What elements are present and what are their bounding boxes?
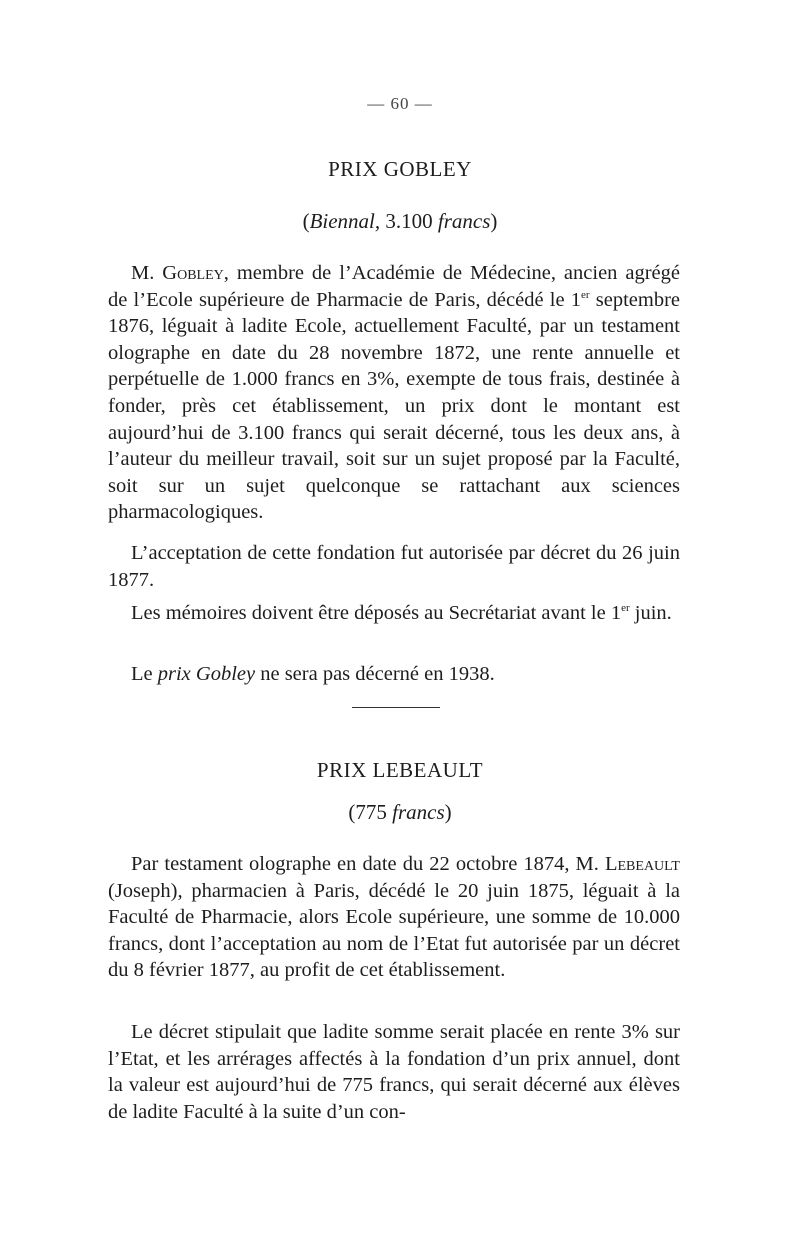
text-run: septembre 1876, léguait à ladite Ecole, actuellement Faculté, par un testament olographe en date du 28 novembre 1872, une rente annuelle et perpétuelle de 1.000 francs en 3%, exempte de tous frais, destinée à fonder, près cet établissement, un prix dont le montant est aujourd’hui de 3.100 francs qui serait décerné, tous les deux ans, à l’auteur du meilleur travail, soit sur un sujet proposé par la Faculté, soit sur un sujet quelconque se rattachant aux sciences pharmacologiques. [108,288,681,524]
text-run: (Joseph), pharmacien à Paris, décédé le 20 juin 1875, léguait à la Faculté de Pharmacie, alors Ecole supérieure, une somme de 10.000 francs, dont l’acceptation au nom de l’Etat fut autorisée par un décret du 8 février 1877, au profit de cet établissement. [108,879,680,982]
text-run: , membre de l’Académie de Médecine, ancien agrégé de l’Ecole supérieure de Pharmacie de Paris, décédé le 1 [108,262,680,311]
subtitle-currency: francs [392,800,445,824]
lebeault-paragraph-1 [108,851,680,984]
page-number: — 60 — [367,94,433,113]
text-run: Les mémoires doivent être déposés au Secrétariat avant le 1 [131,602,622,624]
text-run: ne sera pas décerné en 1938. [255,663,495,685]
subtitle-amount: (775 [348,800,393,824]
text-run: Le [131,663,158,685]
section-title-gobley: PRIX GOBLEY [328,157,472,181]
subtitle-close-paren: ) [490,209,498,233]
italic-run: prix Gobley [157,663,256,685]
gobley-paragraph-4 [108,661,680,688]
section-subtitle-gobley [0,209,800,234]
subtitle-open-paren: ( [302,209,310,233]
subtitle-amount: 3.100 [380,209,438,233]
gobley-paragraph-3 [108,600,680,627]
subtitle-close-paren: ) [444,800,452,824]
lebeault-paragraph-2: Le décret stipulait que ladite somme serait placée en rente 3% sur l’Etat, et les arrérages affectés à la fondation d’un prix annuel, dont la valeur est aujourd’hui de 775 francs, qui serait décerné aux élèves de ladite Faculté à la suite d’un con- [108,1021,680,1123]
text-run: juin. [629,602,672,624]
section-divider [352,707,440,708]
subtitle-currency: francs [437,209,491,233]
subtitle-word: Biennal, [309,209,381,233]
text-run: M. [131,262,163,284]
gobley-paragraph-1 [108,260,680,526]
section-subtitle-lebeault [0,800,800,825]
superscript: er [581,288,590,301]
person-name: Lebeault [604,853,680,875]
superscript: er [621,602,630,614]
gobley-paragraph-2: L’acceptation de cette fondation fut autorisée par décret du 26 juin 1877. [108,542,680,591]
person-name: Gobley [162,262,224,284]
text-run: Par testament olographe en date du 22 octobre 1874, M. [131,853,605,875]
section-title-lebeault: PRIX LEBEAULT [316,758,484,782]
